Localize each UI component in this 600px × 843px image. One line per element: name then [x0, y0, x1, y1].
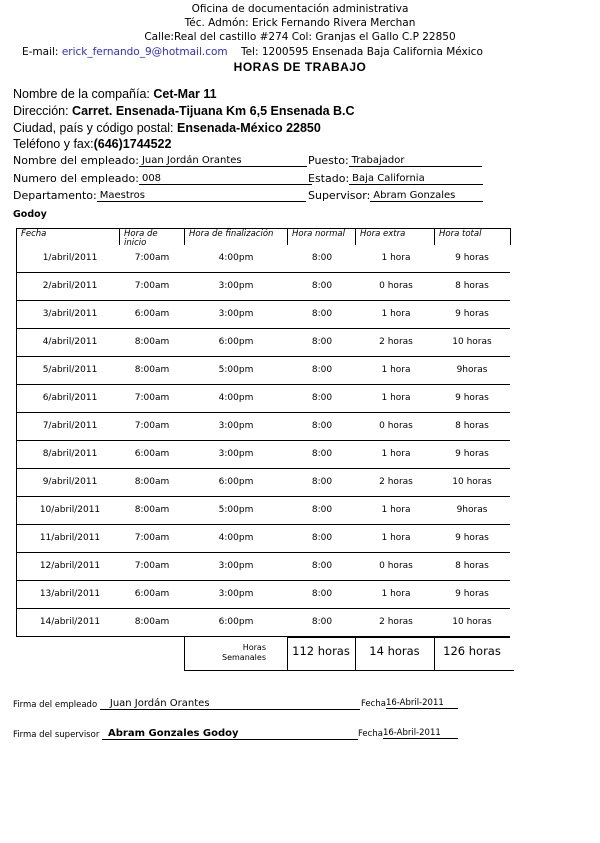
table-cell: 3:00pm — [218, 561, 254, 571]
employee-signature-value: Juan Jordán Orantes — [100, 698, 360, 710]
estado-value: Baja California — [349, 173, 483, 185]
employee-name-value: Juan Jordán Orantes — [139, 155, 307, 167]
employee-date-label: Fecha — [361, 699, 386, 709]
supervisor-date-value: 16-Abril-2011 — [383, 728, 458, 739]
table-cell: 3:00pm — [218, 589, 254, 599]
table-header-cell: Hora normal — [292, 229, 345, 239]
table-cell: 8 horas — [455, 561, 489, 571]
table-cell: 9 horas — [455, 533, 489, 543]
company-phone-label: Teléfono y fax: — [13, 137, 94, 151]
table-row-divider — [16, 412, 510, 413]
table-cell: 9horas — [456, 505, 488, 515]
table-cell: 6:00pm — [218, 477, 254, 487]
table-cell: 3:00pm — [218, 309, 254, 319]
table-cell: 6:00am — [134, 309, 170, 319]
supervisor-value: Abram Gonzales — [370, 190, 483, 202]
table-cell: 7:00am — [134, 281, 170, 291]
table-cell: 9/abril/2011 — [42, 477, 98, 487]
totals-top-border — [287, 637, 510, 638]
table-cell: 9 horas — [455, 253, 489, 263]
table-cell: 8/abril/2011 — [42, 449, 98, 459]
company-name-line — [13, 87, 217, 101]
table-row-divider — [16, 300, 510, 301]
employee-number-line — [13, 172, 312, 185]
table-header-divider — [184, 228, 185, 245]
table-cell: 8:00 — [311, 477, 333, 487]
department-value: Maestros — [97, 190, 306, 202]
table-row-divider — [16, 440, 510, 441]
table-cell: 8:00 — [311, 281, 333, 291]
table-header-divider — [434, 228, 435, 245]
company-address-value: Carret. Ensenada-Tijuana Km 6,5 Ensenada B.C — [72, 104, 355, 118]
totals-left-border — [184, 637, 185, 670]
table-cell: 8:00 — [311, 337, 333, 347]
table-cell: 8:00am — [134, 505, 170, 515]
company-city-line — [13, 121, 321, 135]
company-city-value: Ensenada-México 22850 — [177, 121, 321, 135]
employee-signature-line — [13, 698, 360, 710]
table-cell: 9 horas — [455, 449, 489, 459]
table-cell: 3:00pm — [218, 449, 254, 459]
table-header-cell: Fecha — [21, 229, 47, 239]
puesto-line — [308, 154, 482, 167]
table-cell: 0 horas — [379, 561, 413, 571]
table-cell: 14/abril/2011 — [39, 617, 101, 627]
table-cell: 8:00 — [311, 393, 333, 403]
company-name-label: Nombre de la compañía: — [13, 87, 154, 101]
employee-name-line — [13, 154, 307, 167]
table-cell: 8:00 — [311, 505, 333, 515]
table-cell: 1 hora — [381, 365, 411, 375]
table-cell: 6:00pm — [218, 617, 254, 627]
employee-date-line — [361, 698, 458, 709]
table-cell: 6/abril/2011 — [42, 393, 98, 403]
supervisor-date-line — [358, 728, 458, 739]
company-phone-value: (646)1744522 — [93, 137, 172, 151]
table-row-divider — [16, 496, 510, 497]
table-cell: 8:00 — [311, 421, 333, 431]
estado-label: Estado: — [308, 172, 350, 185]
table-row-divider — [16, 580, 510, 581]
table-header-cell: Hora de inicio — [124, 229, 158, 248]
employee-signature-label: Firma del empleado — [13, 700, 98, 710]
totals-label: Semanales — [222, 653, 266, 662]
estado-line — [308, 172, 483, 185]
total-hours: 126 horas — [443, 644, 501, 658]
table-header-divider — [355, 228, 356, 245]
table-cell: 1 hora — [381, 533, 411, 543]
company-city-label: Ciudad, país y código postal: — [13, 121, 177, 135]
table-cell: 8:00 — [311, 617, 333, 627]
table-cell: 4:00pm — [218, 253, 254, 263]
table-cell: 6:00pm — [218, 337, 254, 347]
table-cell: 1 hora — [381, 505, 411, 515]
department-label: Departamento: — [13, 189, 97, 202]
table-cell: 7:00am — [134, 421, 170, 431]
table-cell: 1 hora — [381, 449, 411, 459]
table-cell: 0 horas — [379, 421, 413, 431]
table-left-border — [16, 228, 17, 637]
table-cell: 2 horas — [379, 617, 413, 627]
table-cell: 4:00pm — [218, 533, 254, 543]
employee-number-value: 008 — [139, 173, 312, 185]
table-row-divider — [16, 384, 510, 385]
office-name: Oficina de documentación administrativa — [191, 3, 409, 15]
table-right-border — [510, 228, 511, 245]
table-cell: 5:00pm — [218, 505, 254, 515]
table-header-cell: Hora de finalización — [189, 229, 274, 239]
table-cell: 1/abril/2011 — [42, 253, 98, 263]
table-cell: 10/abril/2011 — [39, 505, 101, 515]
supervisor-continuation: Godoy — [13, 209, 47, 220]
table-cell: 8:00 — [311, 533, 333, 543]
table-cell: 0 horas — [379, 281, 413, 291]
table-cell: 10 horas — [452, 477, 492, 487]
table-header-divider — [287, 228, 288, 245]
puesto-value: Trabajador — [349, 155, 482, 167]
totals-bottom-border — [184, 670, 514, 671]
table-row-divider — [16, 608, 510, 609]
supervisor-signature-label: Firma del supervisor — [13, 730, 100, 740]
supervisor-line — [308, 189, 483, 202]
email-label: E-mail: — [22, 46, 59, 58]
supervisor-date-label: Fecha — [358, 729, 383, 739]
table-cell: 2 horas — [379, 477, 413, 487]
table-cell: 8:00am — [134, 477, 170, 487]
table-cell: 9horas — [456, 365, 488, 375]
table-cell: 13/abril/2011 — [39, 589, 101, 599]
table-row-divider — [16, 468, 510, 469]
employee-name-label: Nombre del empleado: — [13, 154, 139, 167]
table-cell: 8:00 — [311, 309, 333, 319]
contact-line — [22, 46, 483, 58]
table-row-divider — [16, 272, 510, 273]
supervisor-signature-value: Abram Gonzales Godoy — [102, 728, 358, 740]
table-cell: 9 horas — [455, 393, 489, 403]
table-row-divider — [16, 328, 510, 329]
table-cell: 1 hora — [381, 309, 411, 319]
table-cell: 8:00 — [311, 561, 333, 571]
admin-name: Téc. Admón: Erick Fernando Rivera Merchan — [184, 17, 416, 29]
table-row-divider — [16, 524, 510, 525]
email-link[interactable]: erick_fernando_9@hotmail.com — [61, 46, 228, 58]
table-cell: 1 hora — [381, 253, 411, 263]
table-header-divider — [119, 228, 120, 245]
table-cell: 8:00am — [134, 365, 170, 375]
company-phone-line — [13, 137, 171, 151]
table-cell: 8 horas — [455, 421, 489, 431]
table-row-divider — [16, 356, 510, 357]
company-address-line — [13, 104, 355, 118]
table-cell: 10 horas — [452, 617, 492, 627]
phone-text: Tel: 1200595 Ensenada Baja California México — [240, 46, 483, 58]
totals-label: Horas — [242, 643, 266, 652]
employee-number-label: Numero del empleado: — [13, 172, 139, 185]
puesto-label: Puesto: — [308, 154, 349, 167]
supervisor-label: Supervisor: — [308, 189, 371, 202]
department-line — [13, 189, 306, 202]
table-cell: 7:00am — [134, 533, 170, 543]
table-cell: 6:00am — [134, 449, 170, 459]
table-cell: 8:00 — [311, 365, 333, 375]
table-cell: 2 horas — [379, 337, 413, 347]
total-normal-hours: 112 horas — [292, 644, 350, 658]
table-cell: 8:00 — [311, 589, 333, 599]
table-cell: 6:00am — [134, 589, 170, 599]
table-cell: 7:00am — [134, 561, 170, 571]
table-cell: 8:00 — [311, 449, 333, 459]
table-cell: 3:00pm — [218, 281, 254, 291]
table-cell: 12/abril/2011 — [39, 561, 101, 571]
supervisor-signature-line — [13, 728, 358, 740]
table-cell: 5:00pm — [218, 365, 254, 375]
table-cell: 3:00pm — [218, 421, 254, 431]
table-header-cell: Hora total — [439, 229, 482, 239]
page-title: HORAS DE TRABAJO — [233, 60, 367, 74]
table-cell: 4/abril/2011 — [42, 337, 98, 347]
company-name-value: Cet-Mar 11 — [153, 87, 217, 101]
table-cell: 9 horas — [455, 309, 489, 319]
table-cell: 3/abril/2011 — [42, 309, 98, 319]
employee-date-value: 16-Abril-2011 — [386, 698, 458, 709]
table-cell: 7:00am — [134, 253, 170, 263]
table-cell: 8 horas — [455, 281, 489, 291]
table-row-divider — [16, 552, 510, 553]
table-cell: 8:00 — [311, 253, 333, 263]
table-cell: 11/abril/2011 — [39, 533, 101, 543]
table-cell: 7/abril/2011 — [42, 421, 98, 431]
table-cell: 5/abril/2011 — [42, 365, 98, 375]
table-cell: 8:00am — [134, 337, 170, 347]
table-cell: 2/abril/2011 — [42, 281, 98, 291]
table-cell: 4:00pm — [218, 393, 254, 403]
table-cell: 7:00am — [134, 393, 170, 403]
table-header-cell: Hora extra — [360, 229, 406, 239]
total-extra-hours: 14 horas — [369, 644, 420, 658]
table-cell: 1 hora — [381, 393, 411, 403]
company-address-label: Dirección: — [13, 104, 73, 118]
table-cell: 9 horas — [455, 589, 489, 599]
table-cell: 1 hora — [381, 589, 411, 599]
table-cell: 10 horas — [452, 337, 492, 347]
table-cell: 8:00am — [134, 617, 170, 627]
office-address: Calle:Real del castillo #274 Col: Granjas el Gallo C.P 22850 — [144, 31, 456, 43]
